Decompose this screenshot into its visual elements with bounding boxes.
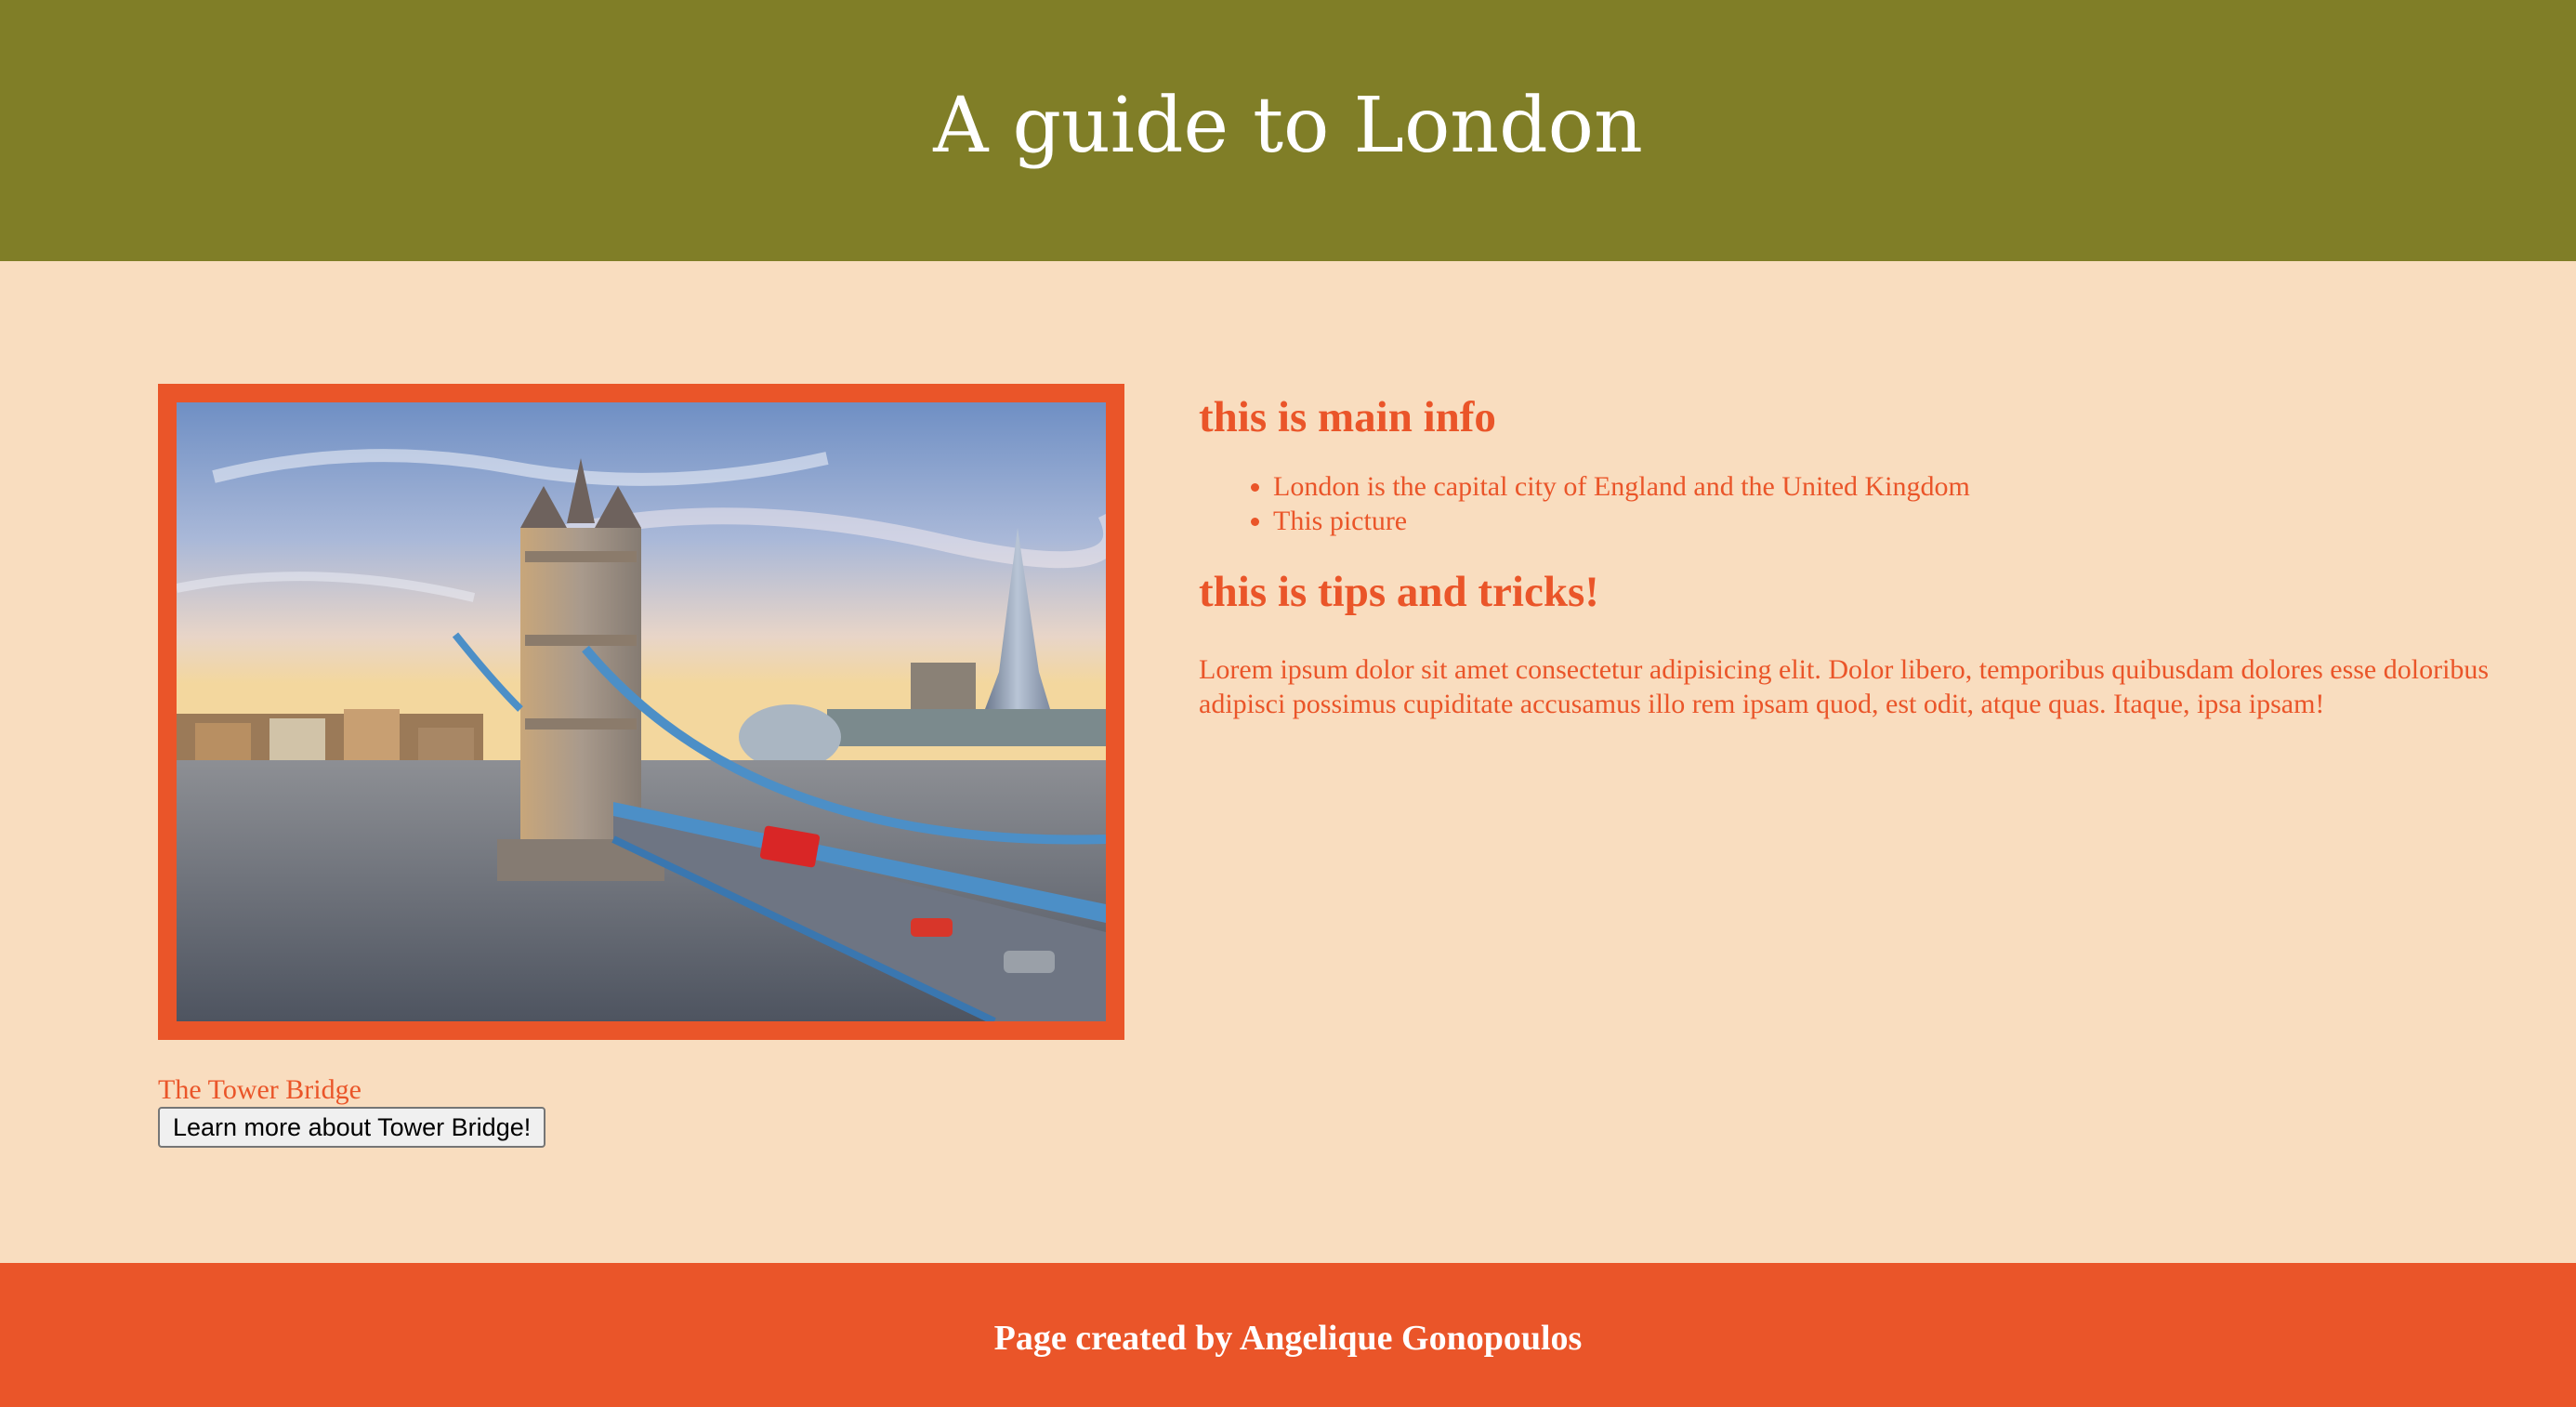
tips-heading: this is tips and tricks! <box>1199 568 1599 617</box>
tower-bridge-photo <box>177 402 1106 1021</box>
main-info-list <box>1199 469 2491 538</box>
page-title: A guide to London <box>933 82 1643 170</box>
page-footer <box>0 1263 2576 1407</box>
tower-bridge-image <box>177 402 1106 1021</box>
main-content <box>0 261 2576 1263</box>
tips-paragraph: Lorem ipsum dolor sit amet consectetur adipisicing elit. Dolor libero, temporibus quibusdam dolores esse doloribus adipisci possimus cupiditate accusamus illo rem ipsam quod, est odit, atque quas. Itaque, ipsa ipsam! <box>1199 653 2490 719</box>
photo-caption: The Tower Bridge <box>158 1074 361 1105</box>
list-item: • This picture <box>1273 504 2491 538</box>
main-info-heading: this is main info <box>1199 393 1496 441</box>
list-item: • London is the capital city of England and the United Kingdom <box>1273 469 2491 504</box>
learn-more-tower-bridge-button[interactable]: Learn more about Tower Bridge! <box>158 1107 545 1148</box>
photo-frame <box>158 384 1124 1040</box>
page-header <box>0 0 2576 261</box>
footer-credit: Page created by Angelique Gonopoulos <box>993 1318 1583 1358</box>
info-section <box>1199 384 2491 721</box>
